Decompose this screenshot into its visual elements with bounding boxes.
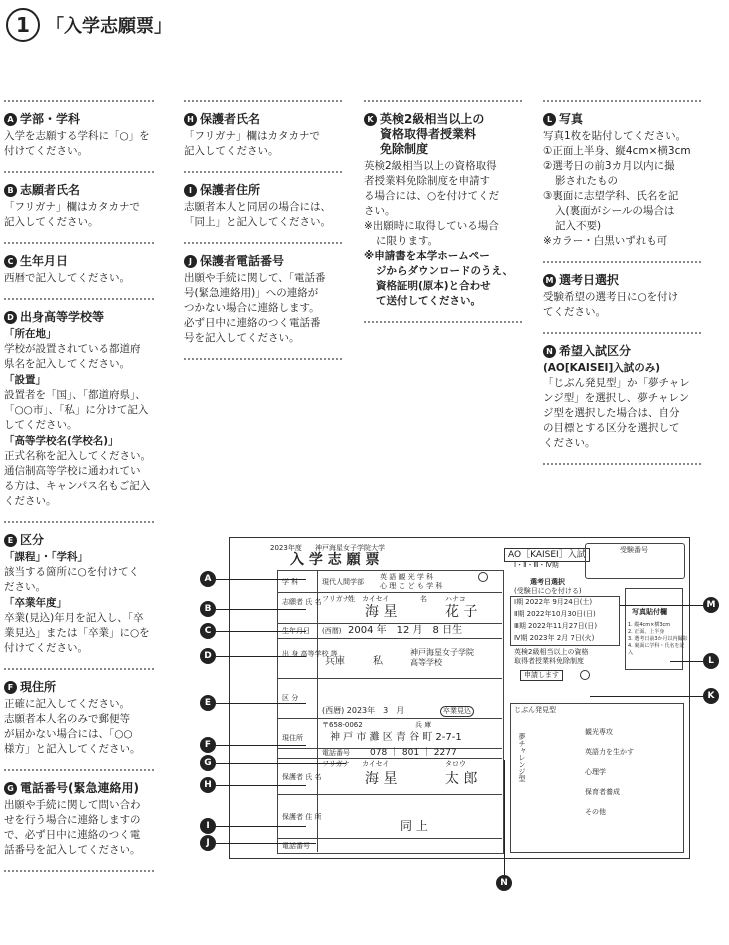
- value-tel: 078 ｜ 801 ｜ 2277: [370, 748, 457, 758]
- heading-birthdate: 生年月日: [20, 254, 69, 268]
- course-type-2: 夢チャレンジ型: [518, 733, 526, 782]
- note-eiken: ※出願時に取得している場合 に限ります。: [364, 220, 499, 247]
- value-kana-last: カイセイ: [362, 595, 390, 603]
- value-last-name: 海 星: [365, 604, 398, 620]
- label-tel: 電話番号: [322, 749, 350, 757]
- page-title: 「入学志願票」: [46, 16, 172, 37]
- note-eiken-download: ※申請書を本学ホームペー ジからダウンロードのうえ、 資格証明(原本)と合わせ て送付してください。: [364, 250, 514, 307]
- label-applicant: 志願者 氏 名: [282, 598, 322, 606]
- label-class: 区 分: [282, 694, 299, 702]
- value-kana-first: ハナコ: [445, 595, 466, 603]
- badge-m: M: [543, 274, 556, 287]
- body-guardian-phone: 出願や手続に関して、「電話番 号(緊急連絡用)」への連絡が つかない場合に連絡します。 必ず日中に連絡のつく電話番 号を記入してください。: [184, 272, 326, 344]
- photo-notes: 1. 縦4cm×横3cm 2. 正面、上半身 3. 選考日前3か月以内撮影 4. 裏面に学科・氏名を記入: [628, 622, 688, 656]
- badge-g: G: [4, 782, 17, 795]
- body-grad-year: 卒業(見込)年月を記入し、「卒 業見込」または「卒業」に○を 付けてください。: [4, 612, 150, 654]
- label-guardian: 保護者 氏 名: [282, 773, 322, 781]
- value-birth: 2004 年 12 月 8 日生: [348, 625, 463, 636]
- badge-e: E: [4, 534, 17, 547]
- label-g-tel: 電話番号: [282, 842, 310, 850]
- value-first-name: 花 子: [445, 604, 478, 620]
- date-1: Ⅰ期 2022年 9月24日(土): [514, 598, 593, 606]
- label-era: (西暦): [322, 627, 342, 635]
- section-number: 1: [6, 8, 40, 42]
- body-ao-type: 「じぶん発見型」か「夢チャレ ンジ型」を選択し、夢チャレン ジ型を選択した場合は、自分 の目標とする区分を選択して ください。: [543, 377, 690, 449]
- heading-exam-date: 選考日選択: [559, 273, 620, 287]
- value-setup: 私: [373, 656, 383, 667]
- apply-circle: [580, 670, 590, 680]
- callout-e: E: [200, 695, 216, 711]
- badge-k: K: [364, 113, 377, 126]
- application-form-sample: [229, 537, 690, 859]
- badge-b: B: [4, 184, 17, 197]
- label-furigana: フリガナ: [322, 595, 350, 603]
- value-g-first: 太 郎: [445, 771, 478, 787]
- value-addr-pref: 兵 庫: [415, 721, 432, 729]
- badge-f: F: [4, 681, 17, 694]
- value-dept-1: 英 語 観 光 学 科: [380, 573, 434, 581]
- form-ao-label: AO［KAISEI］入試: [504, 548, 590, 562]
- date-3: Ⅲ期 2022年11月27日(日): [514, 622, 598, 630]
- page-heading: [6, 8, 172, 42]
- column-1: [4, 100, 154, 882]
- body-location: 学校が設置されている都道府 県名を記入してください。: [4, 343, 141, 370]
- value-g-last: 海 星: [365, 771, 398, 787]
- heading-phone: 電話番号(緊急連絡用): [20, 781, 139, 795]
- label-sei: 姓: [348, 595, 355, 603]
- callout-g: G: [200, 755, 216, 771]
- heading-guardian-phone: 保護者電話番号: [200, 254, 285, 268]
- form-ao-periods: Ⅰ・Ⅱ・Ⅲ・Ⅳ期: [514, 561, 559, 569]
- course-type-1: じぶん発見型: [514, 706, 556, 714]
- value-zip: 〒658-0062: [322, 721, 363, 729]
- apply-label: 申請します: [520, 670, 563, 681]
- value-school: 神戸海星女子学院 高等学校: [410, 648, 474, 667]
- callout-h: H: [200, 777, 216, 793]
- body-birthdate: 西暦で記入してください。: [4, 272, 130, 284]
- label-mei: 名: [420, 595, 427, 603]
- photo-rule-1: ①正面上半身、縦4cm×横3cm: [543, 145, 691, 157]
- body-phone: 出願や手続に関して問い合わ せを行う場合に連絡しますの で、必ず日中に連絡のつく電 話番号を記入してください。: [4, 799, 141, 856]
- callout-c: C: [200, 623, 216, 639]
- heading-high-school: 出身高等学校等: [20, 310, 105, 324]
- form-year: 2023年度: [270, 544, 302, 552]
- heading-eiken: 英検2級相当以上の 資格取得者授業料 免除制度: [380, 112, 485, 156]
- course-box: [510, 703, 684, 853]
- column-4: [543, 100, 701, 475]
- label-address: 現住所: [282, 734, 303, 742]
- body-eiken: 英検2級相当以上の資格取得 者授業料免除制度を申請す る場合には、○を付けてくだ さい。: [364, 160, 500, 217]
- badge-l: L: [543, 113, 556, 126]
- sub-grad-year: 「卒業年度」: [4, 597, 67, 609]
- heading-photo: 写真: [559, 112, 584, 126]
- label-g-address: 保護者 住 所: [282, 813, 322, 821]
- sub-course: 「課程」・「学科」: [4, 551, 88, 563]
- heading-applicant-name: 志願者氏名: [20, 183, 81, 197]
- value-grad: (西暦) 2023年 3 月: [322, 706, 405, 715]
- value-g-kana-first: タロウ: [445, 760, 466, 768]
- label-birth: 生年月日: [282, 627, 310, 635]
- form-title: 入 学 志 願 票: [290, 552, 380, 568]
- course-1: 観光専攻: [585, 728, 613, 736]
- form-exam-no: 受験番号: [620, 546, 648, 554]
- sub-ao: (AO[KAISEI]入試のみ): [543, 362, 661, 374]
- heading-faculty: 学部・学科: [20, 112, 81, 126]
- photo-rule-3: ③裏面に志望学科、氏名を記 入(裏面がシールの場合は 記入不要): [543, 190, 679, 232]
- dept-circle: [478, 572, 488, 582]
- callout-a: A: [200, 571, 216, 587]
- body-guardian-name: 「フリガナ」欄はカタカナで 記入してください。: [184, 130, 320, 157]
- badge-h: H: [184, 113, 197, 126]
- badge-a: A: [4, 113, 17, 126]
- value-grad-status: 卒業見込: [440, 706, 474, 717]
- badge-i: I: [184, 184, 197, 197]
- value-faculty: 現代人間学部: [322, 578, 364, 586]
- sub-school-name: 「高等学校名(学校名)」: [4, 435, 119, 447]
- value-g-address: 同 上: [400, 819, 428, 833]
- heading-category: 区分: [20, 533, 45, 547]
- badge-n: N: [543, 345, 556, 358]
- course-4: 保育者養成: [585, 788, 620, 796]
- body-exam-date: 受験希望の選考日に○を付け てください。: [543, 291, 679, 318]
- body-address: 正確に記入してください。 志願者本人名のみで郵便等 が届かない場合には、「○○ 様方」と記入してください。: [4, 698, 141, 755]
- value-address: 神 戸 市 灘 区 青 谷 町 2-7-1: [330, 732, 462, 743]
- label-school: 出 身 高等学校 等: [282, 650, 338, 658]
- heading-ao-type: 希望入試区分: [559, 344, 632, 358]
- photo-rule-2: ②選考日の前3カ月以内に撮 影されたもの: [543, 160, 675, 187]
- course-5: その他: [585, 808, 606, 816]
- body-course: 該当する箇所に○を付けてく ださい。: [4, 566, 140, 593]
- column-2: [184, 100, 342, 370]
- value-g-kana-last: カイセイ: [362, 760, 390, 768]
- label-faculty: 学 科: [282, 578, 299, 586]
- callout-d: D: [200, 648, 216, 664]
- body-guardian-address: 志願者本人と同居の場合には、 「同上」と記入してください。: [184, 201, 331, 228]
- heading-guardian-address: 保護者住所: [200, 183, 261, 197]
- callout-n: N: [496, 875, 512, 891]
- body-applicant-name: 「フリガナ」欄はカタカナで 記入してください。: [4, 201, 140, 228]
- callout-m: M: [703, 597, 719, 613]
- body-photo: 写真1枚を貼付してください。: [543, 130, 687, 142]
- course-3: 心理学: [585, 768, 606, 776]
- photo-note: ※カラー・白黒いずれも可: [543, 235, 668, 247]
- body-setup: 設置者を「国」、「都道府県」、 「○○市」、「私」に分けて記入 してください。: [4, 389, 149, 431]
- sub-location: 「所在地」: [4, 328, 57, 340]
- form-university: 神戸海星女子学院大学: [315, 544, 385, 552]
- value-pref: 兵庫: [325, 656, 345, 667]
- sub-setup: 「設置」: [4, 374, 46, 386]
- callout-f: F: [200, 737, 216, 753]
- course-2: 英語力を生かす: [585, 748, 634, 756]
- column-3: [364, 100, 522, 333]
- callout-j: J: [200, 835, 216, 851]
- badge-j: J: [184, 255, 197, 268]
- heading-guardian-name: 保護者氏名: [200, 112, 261, 126]
- body-faculty: 入学を志願する学科に「○」を 付けてください。: [4, 130, 150, 157]
- callout-b: B: [200, 601, 216, 617]
- schedule-note: (受験日に○を付ける): [514, 587, 582, 595]
- date-2: Ⅱ期 2022年10月30日(日): [514, 610, 596, 618]
- photo-title: 写真貼付欄: [632, 608, 667, 616]
- schedule-title: 選考日選択: [530, 578, 565, 586]
- value-dept-2: 心 理 こ ど も 学 科: [380, 582, 443, 590]
- date-4: Ⅳ期 2023年 2月 7日(火): [514, 634, 595, 642]
- body-school-name: 正式名称を記入してください。 通信制高等学校に通われてい る方は、キャンパス名もご記入 ください。: [4, 450, 151, 507]
- badge-d: D: [4, 311, 17, 324]
- eiken-label: 英検2級相当以上の資格 取得者授業料免除制度: [514, 648, 589, 665]
- badge-c: C: [4, 255, 17, 268]
- callout-k: K: [703, 688, 719, 704]
- label-g-furigana: フリガナ: [322, 760, 350, 768]
- callout-l: L: [703, 653, 719, 669]
- heading-address: 現住所: [20, 680, 57, 694]
- callout-i: I: [200, 818, 216, 834]
